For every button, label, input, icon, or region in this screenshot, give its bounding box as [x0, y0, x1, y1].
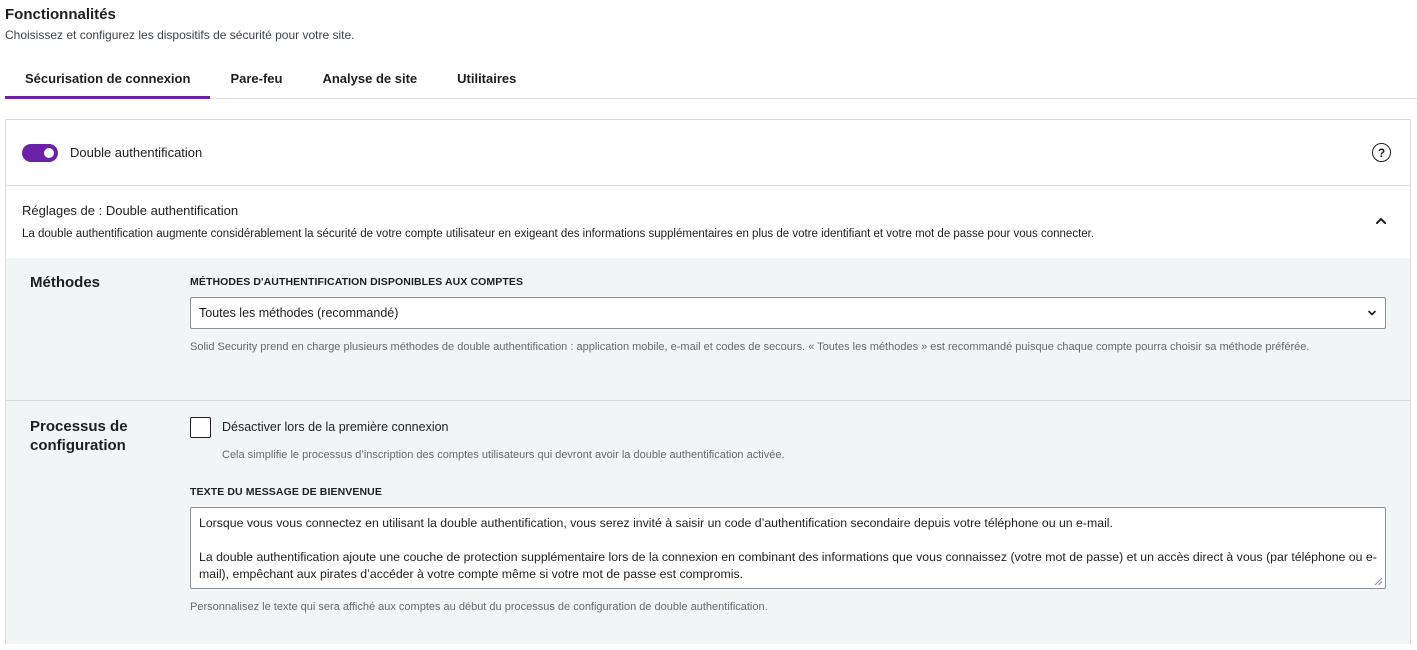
welcome-message-label: TEXTE DU MESSAGE DE BIENVENUE	[190, 486, 382, 498]
tab-utilities[interactable]: Utilitaires	[457, 71, 517, 86]
methods-select-value: Toutes les méthodes (recommandé)	[199, 306, 399, 320]
process-title: Processus de configuration	[30, 418, 128, 454]
settings-header	[6, 186, 1410, 258]
methods-field-label: MÉTHODES D'AUTHENTIFICATION DISPONIBLES AUX COMPTES	[190, 276, 524, 288]
settings-title: Réglages de : Double authentification	[22, 203, 239, 218]
chevron-down-icon	[1367, 308, 1377, 318]
feature-card	[5, 119, 1411, 644]
settings-description: La double authentification augmente considérablement la sécurité de votre compte utilisateur en exigeant des informations supplémentaires en plus de votre identifiant et votre mot de passe pour vous connecter.	[22, 228, 1095, 240]
checkbox-help-text: Cela simplifie le processus d’inscription des comptes utilisateurs qui devront avoir la double authentification activée.	[222, 449, 785, 461]
methods-title: Méthodes	[30, 274, 101, 291]
two-factor-toggle[interactable]	[22, 144, 58, 162]
page-title: Fonctionnalités	[5, 6, 116, 23]
chevron-up-icon[interactable]	[1374, 214, 1388, 228]
tab-login-security[interactable]: Sécurisation de connexion	[5, 60, 210, 98]
tab-site-scan[interactable]: Analyse de site	[322, 71, 418, 86]
welcome-message-textarea[interactable]	[190, 507, 1386, 589]
feature-row	[6, 120, 1410, 186]
disable-first-login-checkbox[interactable]	[190, 417, 211, 438]
tab-firewall[interactable]: Pare-feu	[230, 71, 283, 86]
welcome-message-paragraph: Lorsque vous vous connectez en utilisant la double authentification, vous serez invité à saisir un code d’authentification secondaire depuis votre téléphone ou un e-mail.	[199, 516, 1113, 530]
tab-bar	[5, 60, 1417, 99]
resize-handle-icon[interactable]	[1374, 577, 1383, 586]
methods-section	[6, 258, 1410, 401]
welcome-message-help-text: Personnalisez le texte qui sera affiché aux comptes au début du processus de configuration de double authentification.	[190, 601, 768, 613]
page-subtitle: Choisissez et configurez les dispositifs de sécurité pour votre site.	[5, 28, 355, 42]
process-section	[6, 401, 1410, 644]
feature-label: Double authentification	[70, 145, 203, 160]
question-circle-icon[interactable]: ?	[1372, 143, 1391, 162]
toggle-knob	[44, 148, 54, 158]
methods-help-text: Solid Security prend en charge plusieurs méthodes de double authentification : application mobile, e-mail et codes de secours. « Toutes les méthodes » est recommandé puisque chaque compte pourra choisir sa méthode préférée.	[190, 341, 1310, 353]
methods-select[interactable]	[190, 297, 1386, 329]
disable-first-login-label[interactable]: Désactiver lors de la première connexion	[222, 420, 449, 434]
welcome-message-paragraph: La double authentification ajoute une couche de protection supplémentaire lors de la connexion en combinant des informations que vous connaissez (votre mot de passe) et un accès direct à vous (par téléphone ou e-mail), empêchant aux pirates d’accéder à votre compte même si votre mot de passe est compromis.	[199, 550, 1377, 581]
